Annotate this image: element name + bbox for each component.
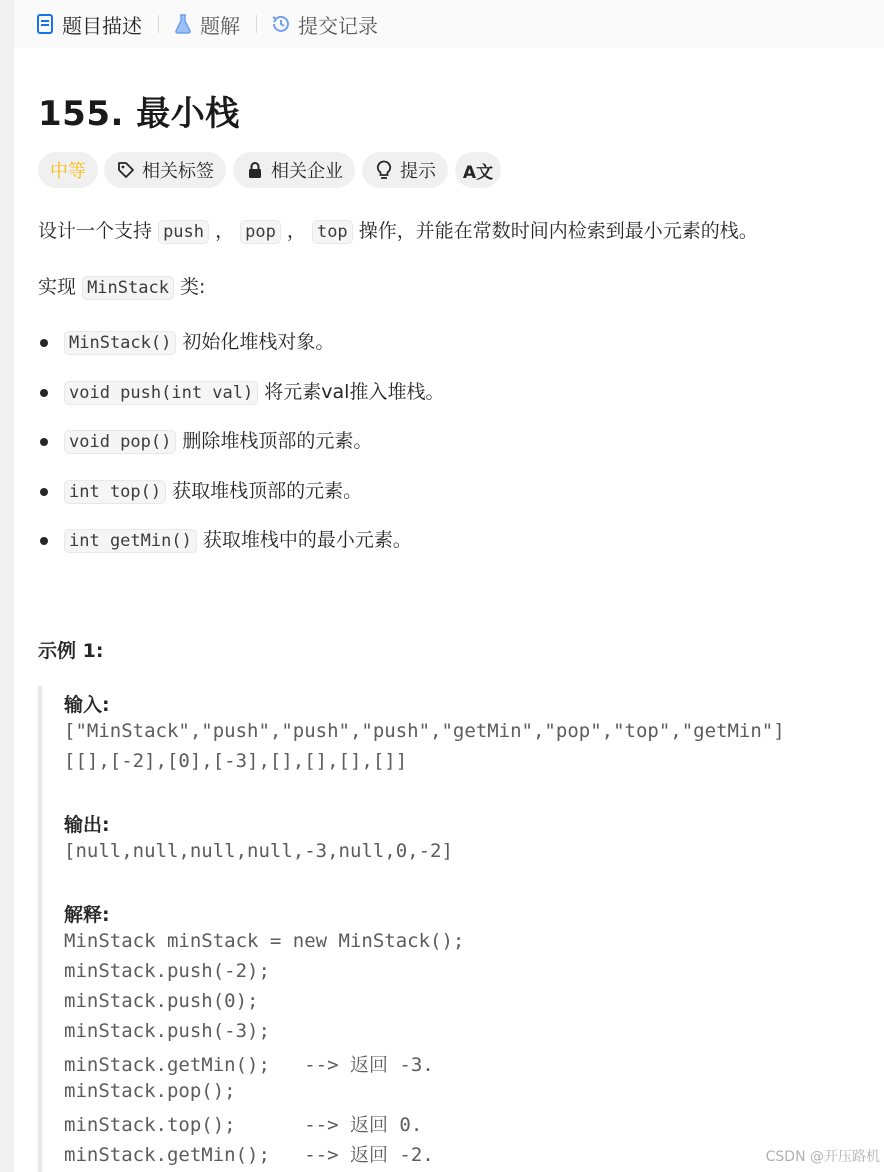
impl-suffix: 类: — [180, 276, 206, 298]
separator: ， — [215, 220, 235, 242]
explanation-line: minStack.pop(); — [64, 1080, 236, 1102]
bullet-icon — [40, 438, 48, 446]
list-item — [38, 327, 334, 354]
hint-label: 提示 — [400, 161, 436, 182]
explanation-line: minStack.getMin(); --> 返回 -2. — [64, 1144, 434, 1166]
history-icon — [270, 13, 292, 35]
bullet-icon — [40, 537, 48, 545]
output-line: [null,null,null,null,-3,null,0,-2] — [64, 840, 453, 862]
explanation-line: minStack.push(-2); — [64, 960, 270, 982]
problem-title: 155. 最小栈 — [38, 94, 240, 134]
explanation-line: MinStack minStack = new MinStack(); — [64, 930, 465, 952]
bullet-text: 删除堆栈顶部的元素。 — [182, 430, 373, 452]
input-line-2: [[],[-2],[0],[-3],[],[],[],[]] — [64, 750, 408, 772]
bullet-text: 将元素val推入堆栈。 — [264, 381, 445, 403]
tab-description[interactable] — [34, 11, 142, 37]
list-item — [38, 377, 444, 404]
tab-submissions-label: 提交记录 — [298, 13, 378, 38]
tab-divider — [158, 15, 159, 33]
output-label: 输出: — [64, 814, 110, 836]
tab-solutions-label: 题解 — [200, 13, 240, 38]
bullet-code: void pop() — [64, 430, 176, 454]
implementation-line — [38, 272, 205, 299]
tag-icon — [116, 160, 136, 180]
related-companies-label: 相关企业 — [271, 161, 343, 182]
explanation-line: minStack.push(0); — [64, 990, 259, 1012]
list-item — [38, 476, 362, 503]
flask-icon — [172, 13, 194, 35]
related-tags-button[interactable] — [104, 152, 226, 188]
code-minstack: MinStack — [82, 276, 174, 300]
code-top: top — [312, 220, 353, 244]
explanation-line: minStack.top(); --> 返回 0. — [64, 1114, 423, 1136]
input-label: 输入: — [64, 694, 110, 716]
related-companies-button[interactable] — [233, 152, 355, 188]
intro-prefix: 设计一个支持 — [38, 220, 153, 242]
bullet-text: 获取堆栈中的最小元素。 — [202, 529, 412, 551]
bullet-text: 初始化堆栈对象。 — [182, 331, 335, 353]
tab-solutions[interactable] — [172, 11, 240, 37]
input-line-1: ["MinStack","push","push","push","getMin","pop","top","getMin"] — [64, 720, 785, 742]
bullet-icon — [40, 488, 48, 496]
difficulty-label: 中等 — [50, 161, 86, 182]
lock-icon — [245, 160, 265, 180]
code-pop: pop — [240, 220, 281, 244]
problem-panel — [14, 0, 884, 1172]
tab-description-label: 题目描述 — [62, 13, 142, 38]
explanation-line: minStack.getMin(); --> 返回 -3. — [64, 1054, 434, 1076]
hint-button[interactable] — [362, 152, 448, 188]
translate-icon: A文 — [462, 162, 494, 183]
list-item — [38, 426, 372, 453]
watermark: CSDN @开压路机 — [765, 1149, 880, 1165]
bullet-icon — [40, 389, 48, 397]
bullet-text: 获取堆栈顶部的元素。 — [172, 480, 363, 502]
bullet-code: MinStack() — [64, 331, 176, 355]
explanation-label: 解释: — [64, 904, 110, 926]
translate-button[interactable] — [455, 152, 501, 188]
separator: ， — [286, 220, 306, 242]
example-block-border — [38, 686, 42, 1172]
tab-divider — [256, 15, 257, 33]
bullet-icon — [40, 339, 48, 347]
description-icon — [34, 13, 56, 35]
related-tags-label: 相关标签 — [142, 161, 214, 182]
code-push: push — [158, 220, 209, 244]
bullet-code: int top() — [64, 480, 166, 504]
example-title: 示例 1: — [38, 640, 104, 662]
bullet-code: int getMin() — [64, 529, 197, 553]
bullet-code: void push(int val) — [64, 381, 258, 405]
tab-bar — [14, 0, 884, 48]
intro-suffix: 操作，并能在常数时间内检索到最小元素的栈。 — [358, 220, 758, 242]
explanation-line: minStack.push(-3); — [64, 1020, 270, 1042]
list-item — [38, 525, 412, 552]
description-intro — [38, 216, 758, 243]
impl-prefix: 实现 — [38, 276, 77, 298]
difficulty-badge — [38, 152, 98, 188]
lightbulb-icon — [374, 160, 394, 180]
tab-submissions[interactable] — [270, 11, 378, 37]
